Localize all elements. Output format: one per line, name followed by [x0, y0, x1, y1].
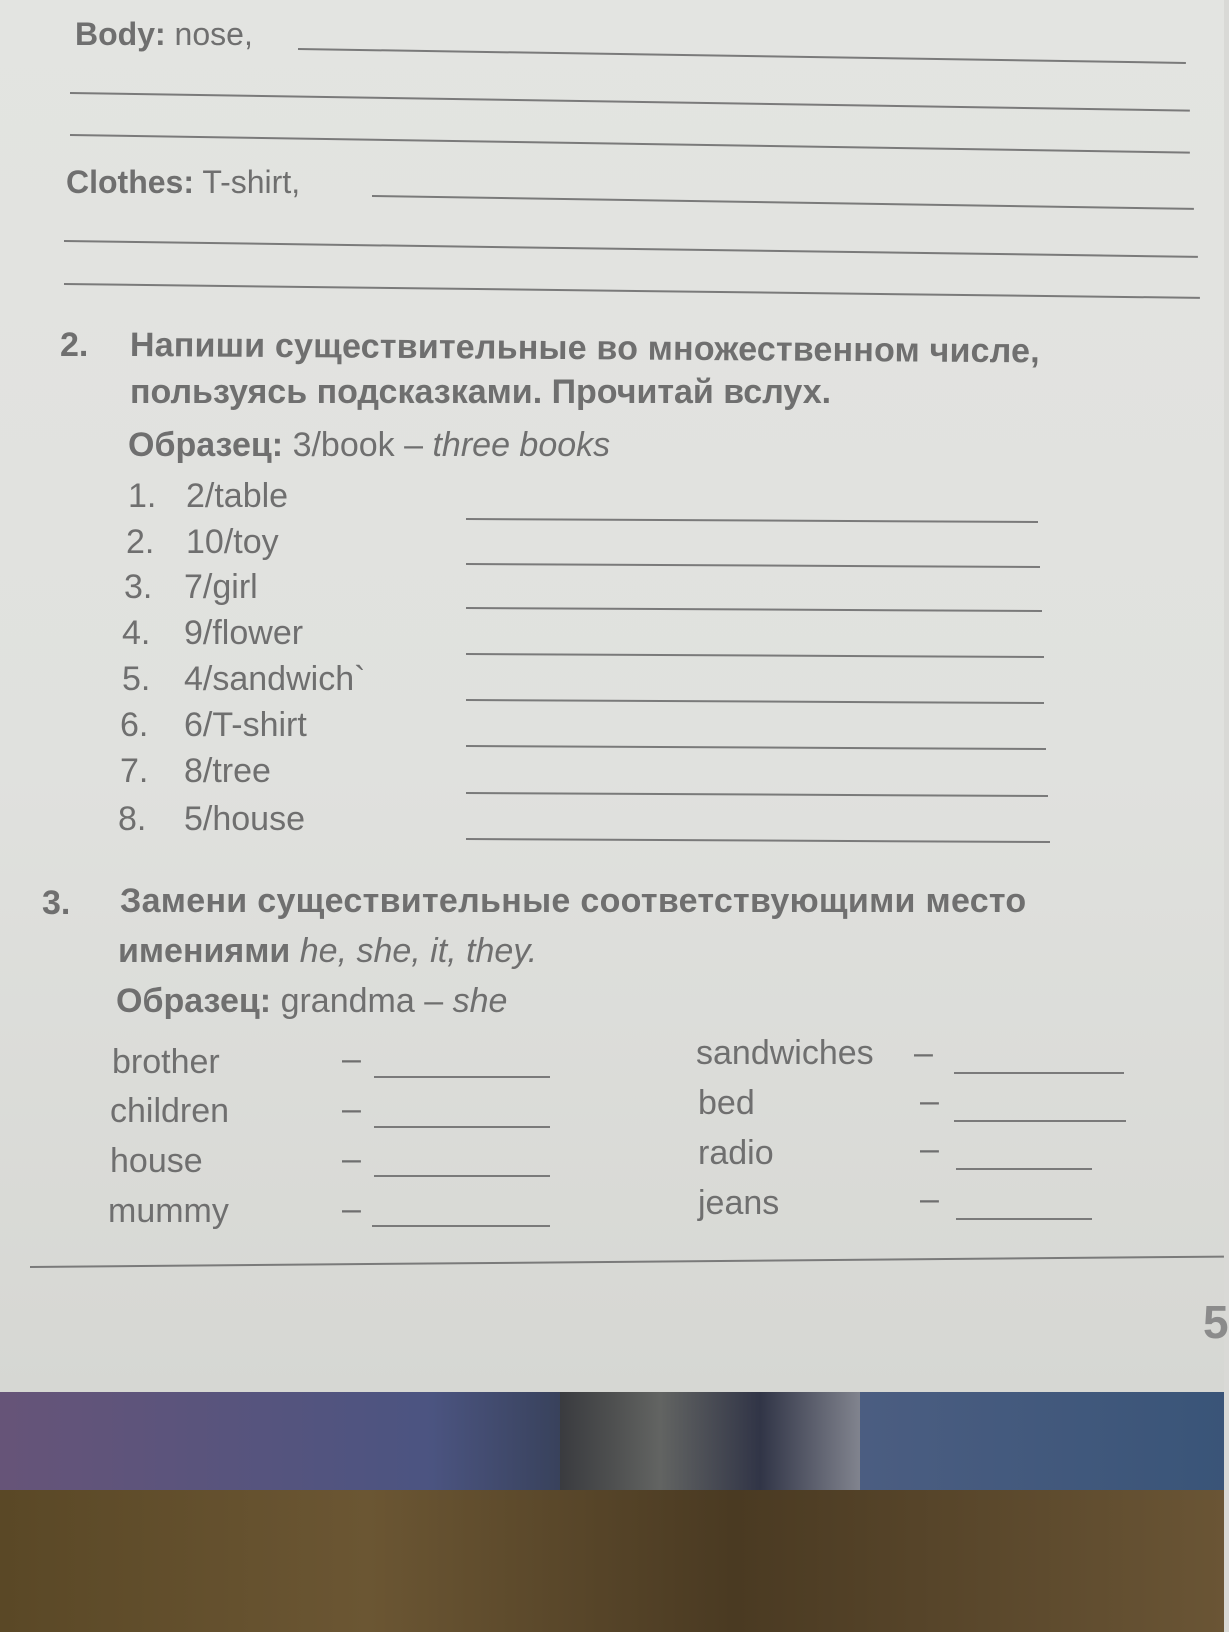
- answer-line[interactable]: [374, 1126, 550, 1128]
- item-text: 5/house: [184, 800, 305, 838]
- item-text: 4/sandwich`: [184, 660, 366, 698]
- word-bed: bed: [698, 1084, 755, 1122]
- task2-instruction-line1: Напиши существительные во множественном числе,: [129, 326, 1040, 371]
- answer-line[interactable]: [466, 653, 1044, 658]
- item-text: 8/tree: [184, 752, 271, 790]
- answer-line[interactable]: [956, 1218, 1092, 1220]
- answer-line[interactable]: [374, 1175, 550, 1177]
- body-row: [75, 16, 253, 53]
- list-item: [120, 706, 307, 745]
- answer-line[interactable]: [70, 92, 1190, 112]
- answer-line[interactable]: [954, 1120, 1126, 1122]
- dash: –: [342, 1190, 361, 1228]
- answer-line[interactable]: [372, 1225, 550, 1227]
- sample-answer: three books: [432, 426, 611, 464]
- dash: –: [342, 1040, 361, 1078]
- clothes-label: Clothes:: [66, 164, 194, 200]
- item-number: 2.: [126, 523, 155, 561]
- answer-line[interactable]: [954, 1072, 1124, 1074]
- item-text: 7/girl: [184, 568, 258, 606]
- word-brother: brother: [112, 1043, 220, 1081]
- answer-line[interactable]: [70, 134, 1190, 154]
- pronoun-list: he, she, it, they.: [299, 932, 538, 970]
- answer-line[interactable]: [64, 240, 1198, 258]
- answer-line[interactable]: [466, 792, 1048, 797]
- word-sandwiches: sandwiches: [696, 1034, 874, 1072]
- item-number: 1.: [128, 477, 157, 515]
- item-number: 5.: [122, 660, 151, 698]
- answer-line[interactable]: [64, 283, 1200, 299]
- answer-line[interactable]: [372, 195, 1194, 210]
- list-item: [128, 477, 288, 516]
- item-number: 3.: [124, 568, 153, 606]
- dash: –: [342, 1140, 361, 1178]
- list-item: [122, 660, 365, 699]
- item-text: 2/table: [186, 477, 289, 515]
- sample-label: Образец:: [128, 426, 284, 464]
- table-surface: [0, 1490, 1224, 1632]
- item-number: 4.: [122, 614, 151, 652]
- sample-label: Образец:: [116, 982, 272, 1020]
- sample-answer: she: [452, 982, 508, 1020]
- list-item: [122, 614, 303, 653]
- task3-instruction-line1: Замени существительные соответствующими место: [120, 882, 1027, 920]
- dash: –: [914, 1034, 933, 1072]
- dash: –: [920, 1082, 939, 1120]
- task3-sample: [116, 982, 507, 1021]
- page-number: 5: [1203, 1296, 1229, 1348]
- dash: –: [920, 1180, 939, 1218]
- dash: –: [920, 1130, 939, 1168]
- word-jeans: jeans: [698, 1184, 780, 1222]
- answer-line[interactable]: [466, 607, 1042, 612]
- task2-instruction-line2: пользуясь подсказками. Прочитай вслух.: [130, 373, 832, 411]
- answer-line[interactable]: [466, 518, 1038, 523]
- clothes-example: T-shirt,: [202, 164, 301, 200]
- list-item: [118, 800, 305, 839]
- task2-number: 2.: [60, 326, 89, 364]
- task3-number: 3.: [42, 884, 71, 922]
- answer-line[interactable]: [466, 745, 1046, 750]
- body-example: nose,: [174, 16, 253, 52]
- word-children: children: [110, 1092, 230, 1130]
- item-text: 6/T-shirt: [184, 706, 307, 744]
- task3-instruction-line2: [118, 932, 537, 971]
- body-label: Body:: [75, 16, 166, 52]
- item-number: 7.: [120, 752, 149, 790]
- answer-line[interactable]: [466, 838, 1050, 843]
- word-mummy: mummy: [108, 1192, 229, 1230]
- sample-prompt: 3/book –: [292, 426, 424, 464]
- list-item: [124, 568, 258, 607]
- answer-line[interactable]: [374, 1076, 550, 1078]
- answer-line[interactable]: [298, 48, 1186, 64]
- answer-line[interactable]: [956, 1168, 1092, 1170]
- footer-rule: [30, 1256, 1224, 1268]
- clothes-row: [66, 164, 300, 201]
- item-text: 9/flower: [184, 614, 304, 652]
- item-number: 8.: [118, 800, 147, 838]
- answer-line[interactable]: [466, 699, 1044, 704]
- answer-line[interactable]: [466, 563, 1040, 568]
- dash: –: [342, 1090, 361, 1128]
- list-item: [120, 752, 271, 791]
- instruction-text: имениями: [118, 932, 291, 970]
- task2-sample: [128, 426, 610, 465]
- background-photo-detail: [560, 1392, 860, 1502]
- list-item: [126, 523, 279, 562]
- word-radio: radio: [698, 1134, 774, 1172]
- sample-prompt: grandma –: [280, 982, 444, 1020]
- word-house: house: [110, 1142, 203, 1180]
- item-number: 6.: [120, 706, 149, 744]
- item-text: 10/toy: [186, 523, 279, 561]
